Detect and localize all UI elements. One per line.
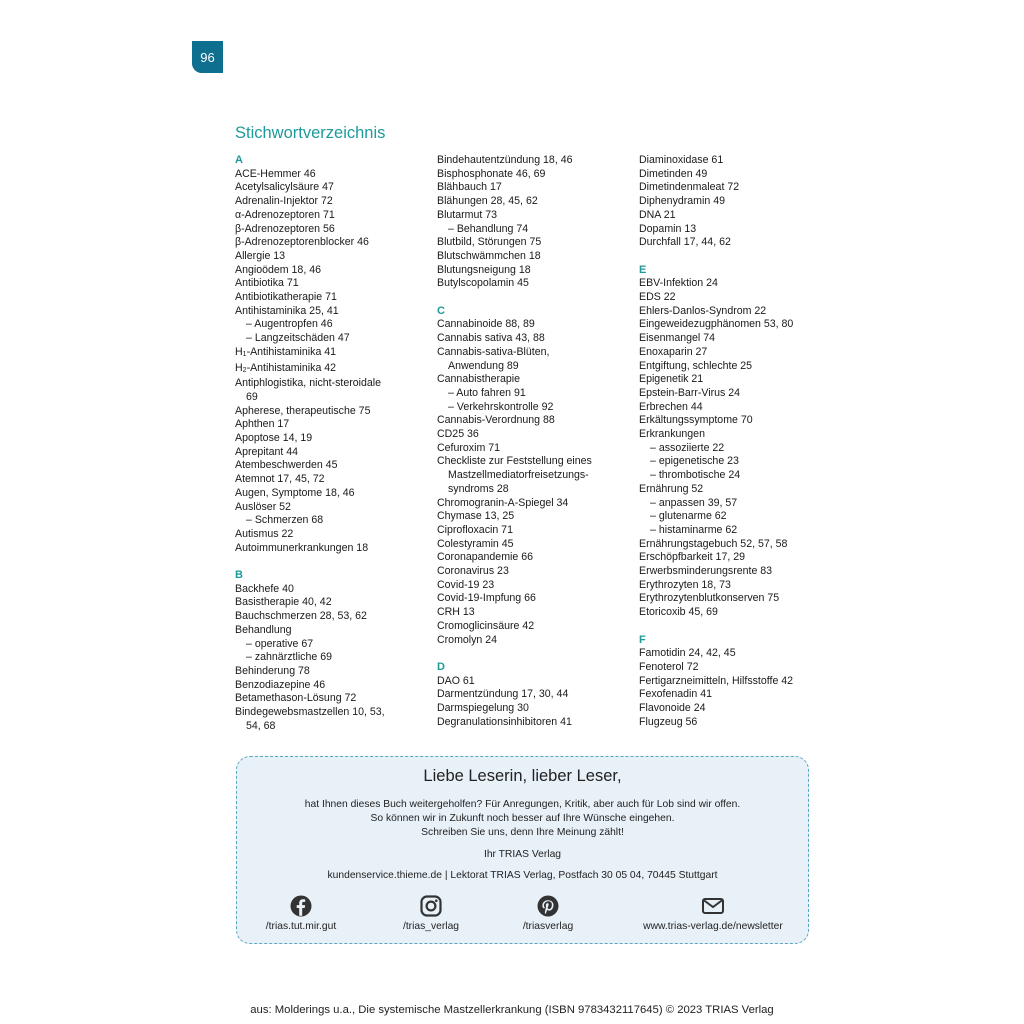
index-entry: Flugzeug 56 [639,715,698,728]
index-spacer [437,647,632,661]
index-entry: Ciprofloxacin 71 [437,523,513,536]
index-entry: Eingeweidezugphänomen 53, 80 [639,318,794,331]
social-links [237,895,808,939]
index-entry: Coronavirus 23 [437,565,509,578]
index-entry: Fenoterol 72 [639,660,699,673]
index-entry: Covid-19-Impfung 66 [437,592,536,605]
index-entry: Apoptose 14, 19 [235,432,313,445]
index-entry: Atembeschwerden 45 [235,459,338,472]
index-entry: CRH 13 [437,606,475,619]
index-entry: Behinderung 78 [235,665,310,677]
index-subentry: Anwendung 89 [448,359,519,372]
index-subentry: – thrombotische 24 [650,469,741,482]
index-entry: Fexofenadin 41 [639,688,713,701]
index-subentry: – Augentropfen 46 [246,318,333,331]
index-entry: Ernährung 52 [639,482,704,495]
index-entry: Dopamin 13 [639,222,697,235]
index-letter-heading: F [639,633,646,646]
index-entry-text: H [235,345,243,358]
page-number: 96 [200,49,215,65]
index-entry: Adrenalin-Injektor 72 [235,195,333,208]
index-entry: Cannabistherapie [437,373,521,386]
index-subentry: Mastzellmediatorfreisetzungs- [448,469,589,482]
index-entry: EBV-Infektion 24 [639,277,718,290]
index-entry: Covid-19 23 [437,578,495,591]
index-entry: Etoricoxib 45, 69 [639,606,718,619]
index-entry: α-Adrenozeptoren 71 [235,208,335,221]
feedback-text-line-3: Schreiben Sie uns, denn Ihre Meinung zählt! [421,827,624,838]
facebook-icon [290,895,312,917]
feedback-heading: Liebe Leserin, lieber Leser, [423,767,622,785]
index-entry: EDS 22 [639,291,676,304]
index-entry: Erbrechen 44 [639,400,703,413]
index-entry: Apherese, therapeutische 75 [235,404,371,417]
index-entry: Erschöpfbarkeit 17, 29 [639,551,745,564]
index-entry: DAO 61 [437,674,475,687]
index-entry: ACE-Hemmer 46 [235,167,316,180]
pinterest-label: /triasverlag [522,921,574,932]
index-letter-heading: A [235,154,243,166]
index-entry: Erythrozytenblutkonserven 75 [639,592,780,605]
index-entry: Degranulationsinhibitoren 41 [437,715,572,728]
index-entry: Eisenmangel 74 [639,332,715,345]
index-letter-heading: D [437,660,445,673]
index-entry [235,346,430,362]
index-subentry: – operative 67 [246,637,314,650]
page-title: Stichwortverzeichnis [235,124,386,142]
index-entry: Basistherapie 40, 42 [235,596,332,609]
index-entry: Chromogranin-A-Spiegel 34 [437,496,569,509]
feedback-contact[interactable]: kundenservice.thieme.de | Lektorat TRIAS Verlag, Postfach 30 05 04, 70445 Stuttgart [327,870,718,881]
index-entry: Entgiftung, schlechte 25 [639,359,753,372]
index-spacer [235,555,430,569]
index-entry: Cannabis sativa 43, 88 [437,332,545,345]
instagram-icon [420,895,442,917]
index-entry: Coronapandemie 66 [437,551,534,564]
index-spacer [639,250,834,264]
index-entry: Blähungen 28, 45, 62 [437,195,538,208]
index-entry: Cefuroxim 71 [437,441,500,454]
index-entry: Erwerbsminderungsrente 83 [639,565,773,578]
index-subentry: – anpassen 39, 57 [650,496,738,509]
footer-citation: aus: Molderings u.a., Die systemische Mastzellerkrankung (ISBN 9783432117645) © 2023 TRIAS Verlag [250,1004,774,1016]
index-entry: Erkältungssymptome 70 [639,414,753,427]
index-entry: Blutarmut 73 [437,208,498,221]
index-entry: Auslöser 52 [235,500,291,513]
index-subentry: – Schmerzen 68 [246,514,324,527]
instagram-label: /trias_verlag [402,921,460,932]
index-subentry: 54, 68 [246,719,276,732]
index-entry: Blutungsneigung 18 [437,263,531,276]
index-subentry: – assoziierte 22 [650,441,725,454]
index-entry: Antibiotikatherapie 71 [235,291,337,304]
index-entry: Colestyramin 45 [437,537,514,550]
feedback-text-line-2: So können wir in Zukunft noch besser auf Ihre Wünsche eingehen. [370,813,675,824]
facebook-link[interactable] [226,895,376,932]
index-entry: Cannabis-sativa-Blüten, [437,345,550,358]
index-entry: Bauchschmerzen 28, 53, 62 [235,610,367,623]
index-entry: Durchfall 17, 44, 62 [639,236,731,249]
index-entry-subscript: 1 [242,350,247,358]
mail-icon [701,895,725,917]
index-spacer [639,620,834,634]
index-column-1 [235,154,430,734]
index-entry: Dimetinden 49 [639,167,708,180]
pinterest-link[interactable] [473,895,623,932]
index-entry: Benzodiazepine 46 [235,678,326,691]
index-entry [235,362,430,378]
index-entry: Cannabinoide 88, 89 [437,318,535,331]
feedback-box [236,756,809,944]
index-column-2 [437,154,632,730]
index-entry: Bindehautentzündung 18, 46 [437,154,573,166]
index-entry: Angioödem 18, 46 [235,263,321,276]
index-entry: Fertigarzneimitteln, Hilfsstoffe 42 [639,674,794,687]
index-entry: β-Adrenozeptoren 56 [235,222,335,235]
index-entry: Antihistaminika 25, 41 [235,304,339,317]
index-entry: Famotidin 24, 42, 45 [639,647,736,660]
page-number-badge [192,41,223,73]
index-entry: Epstein-Barr-Virus 24 [639,386,741,399]
newsletter-label: www.trias-verlag.de/newsletter [643,921,783,932]
index-entry-text: -Antihistaminika 41 [246,345,337,358]
index-entry: Enoxaparin 27 [639,345,708,358]
index-entry: Blutschwämmchen 18 [437,249,541,262]
index-entry: Diphenydramin 49 [639,195,725,208]
index-subentry: – Verkehrskontrolle 92 [448,400,554,413]
index-subentry: – epigenetische 23 [650,455,739,468]
index-entry: Ernährungstagebuch 52, 57, 58 [639,537,788,550]
index-entry: Chymase 13, 25 [437,510,515,523]
index-entry: Augen, Symptome 18, 46 [235,486,355,499]
index-entry: Diaminoxidase 61 [639,154,724,166]
index-entry: Backhefe 40 [235,582,294,595]
index-entry: Antiphlogistika, nicht-steroidale [235,377,382,390]
index-subentry: syndroms 28 [448,482,509,495]
index-entry: Cannabis-Verordnung 88 [437,414,555,427]
pinterest-icon [537,895,559,917]
index-entry: DNA 21 [639,208,676,221]
index-entry: Dimetindenmaleat 72 [639,181,740,194]
index-column-3 [639,154,834,730]
index-entry: Flavonoide 24 [639,702,706,715]
index-entry: Bindegewebsmastzellen 10, 53, [235,706,385,719]
index-entry: Darmspiegelung 30 [437,702,529,715]
index-entry: Atemnot 17, 45, 72 [235,473,325,486]
index-subentry: – Behandlung 74 [448,222,529,235]
index-entry: Darmentzündung 17, 30, 44 [437,688,569,701]
index-entry: Checkliste zur Feststellung eines [437,455,592,468]
index-spacer [437,291,632,305]
index-entry: CD25 36 [437,428,479,441]
newsletter-link[interactable] [633,895,793,932]
index-entry: Epigenetik 21 [639,373,704,386]
index-entry: Autoimmunerkrankungen 18 [235,541,369,554]
index-entry: Ehlers-Danlos-Syndrom 22 [639,304,767,317]
feedback-text-line-1: hat Ihnen dieses Buch weitergeholfen? Für Anregungen, Kritik, aber auch für Lob sind wir offen. [304,799,741,810]
facebook-label: /trias.tut.mir.gut [265,921,337,932]
feedback-signature: Ihr TRIAS Verlag [483,849,562,860]
index-entry-subscript: 2 [242,366,247,374]
index-subentry: – Auto fahren 91 [448,386,526,399]
index-entry: Blutbild, Störungen 75 [437,236,542,249]
index-entry: Allergie 13 [235,249,286,262]
index-entry: Antibiotika 71 [235,277,299,290]
index-subentry: – glutenarme 62 [650,510,727,523]
index-subentry: – zahnärztliche 69 [246,651,332,664]
index-letter-heading: B [235,569,243,582]
index-entry: Aprepitant 44 [235,445,299,458]
index-entry-text: -Antihistaminika 42 [246,361,337,374]
index-entry: Betamethason-Lösung 72 [235,692,357,705]
index-subentry: – Langzeitschäden 47 [246,332,350,345]
index-subentry: – histaminarme 62 [650,523,738,536]
index-letter-heading: E [639,263,647,276]
index-entry: Butylscopolamin 45 [437,277,529,290]
index-entry: Aphthen 17 [235,418,290,431]
index-letter-heading: C [437,304,445,317]
index-entry: Cromolyn 24 [437,633,498,646]
index-entry: Acetylsalicylsäure 47 [235,181,334,194]
index-entry-text: H [235,361,243,374]
index-entry: Behandlung [235,623,292,636]
index-entry: Erkrankungen [639,428,705,441]
index-entry: Cromoglicinsäure 42 [437,619,535,632]
index-entry: Autismus 22 [235,527,294,540]
index-entry: Erythrozyten 18, 73 [639,578,731,591]
index-entry: β-Adrenozeptorenblocker 46 [235,236,369,249]
index-entry: Blähbauch 17 [437,181,502,194]
index-columns [235,154,815,734]
index-subentry: 69 [246,390,258,403]
index-entry: Bisphosphonate 46, 69 [437,167,546,180]
